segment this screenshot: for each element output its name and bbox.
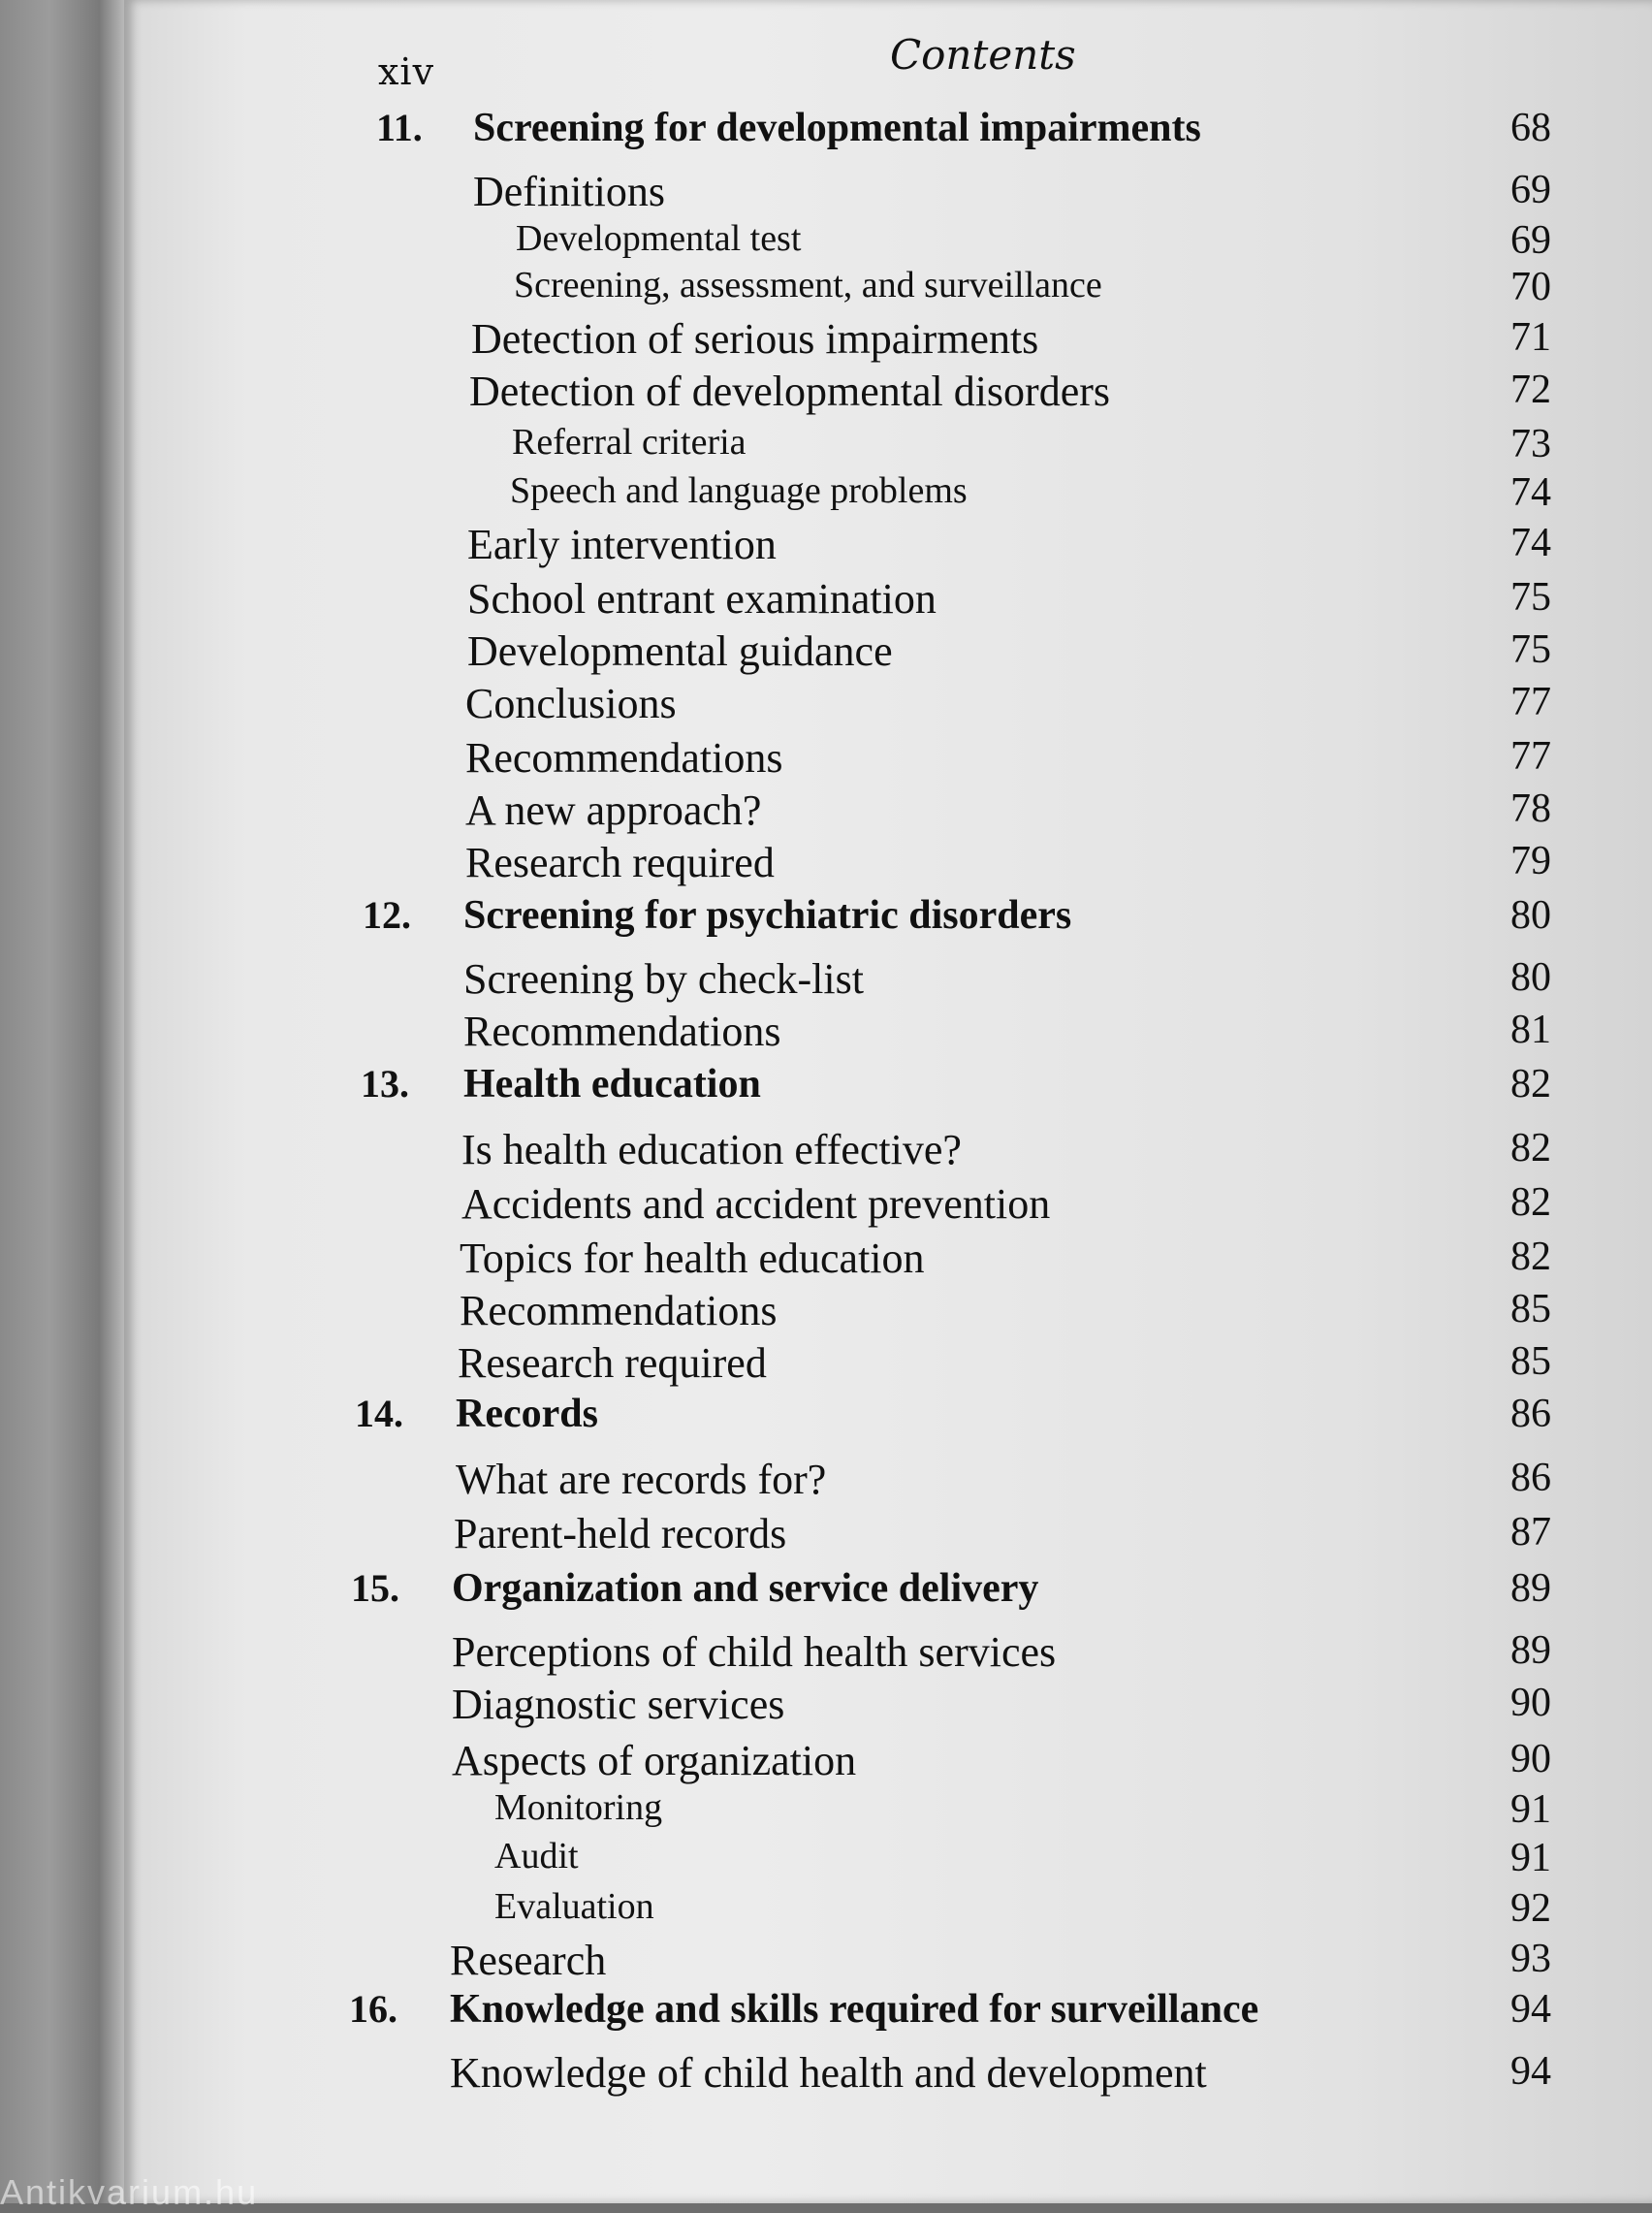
toc-subsection xyxy=(0,1885,1652,1940)
running-title: Contents xyxy=(890,31,1076,79)
watermark: Antikvarium.hu xyxy=(0,2172,259,2212)
page-number: 77 xyxy=(1510,680,1551,724)
toc-chapter-15 xyxy=(0,1565,1652,1620)
page-number: 93 xyxy=(1510,1937,1551,1981)
page-number: 92 xyxy=(1510,1886,1551,1931)
toc-section xyxy=(0,520,1652,574)
page-number: 71 xyxy=(1510,315,1551,360)
subsection-title: Audit xyxy=(494,1836,579,1876)
page-number: 89 xyxy=(1510,1566,1551,1611)
chapter-number: 15. xyxy=(351,1566,399,1610)
page-number: 80 xyxy=(1510,893,1551,938)
section-title: Screening by check-list xyxy=(463,955,864,1003)
toc-subsection xyxy=(0,264,1652,318)
section-title: Aspects of organization xyxy=(452,1737,857,1784)
subsection-title: Developmental test xyxy=(516,218,802,259)
subsection-title: Monitoring xyxy=(494,1787,663,1828)
section-title: What are records for? xyxy=(456,1456,827,1503)
toc-section xyxy=(0,838,1652,892)
page-number: 86 xyxy=(1510,1392,1551,1436)
chapter-title: Screening for developmental impairments xyxy=(473,106,1201,150)
page-number: 86 xyxy=(1510,1456,1551,1500)
toc-subsection xyxy=(0,1786,1652,1841)
section-title: Perceptions of child health services xyxy=(452,1628,1057,1676)
section-title: Research xyxy=(450,1937,607,1984)
section-title: Knowledge of child health and development xyxy=(450,2049,1207,2097)
page-number: 75 xyxy=(1510,627,1551,672)
page-number: 90 xyxy=(1510,1681,1551,1725)
toc-chapter-16 xyxy=(0,1986,1652,2040)
chapter-number: 12. xyxy=(363,893,411,937)
toc-section xyxy=(0,1234,1652,1288)
toc-subsection xyxy=(0,421,1652,475)
toc-section xyxy=(0,314,1652,369)
section-title: Conclusions xyxy=(465,680,677,727)
page-number: 80 xyxy=(1510,955,1551,1000)
page-number: 82 xyxy=(1510,1235,1551,1279)
page-numeral: xiv xyxy=(378,50,435,93)
toc-chapter-12 xyxy=(0,892,1652,946)
toc-chapter-14 xyxy=(0,1391,1652,1445)
page-number: 82 xyxy=(1510,1062,1551,1106)
section-title: Early intervention xyxy=(467,521,777,568)
page-number: 82 xyxy=(1510,1180,1551,1225)
toc-section xyxy=(0,1286,1652,1340)
chapter-number: 11. xyxy=(376,106,423,149)
section-title: Is health education effective? xyxy=(461,1126,962,1173)
toc-section xyxy=(0,1455,1652,1509)
section-title: Recommendations xyxy=(463,1008,781,1055)
toc-chapter-11 xyxy=(0,105,1652,159)
section-title: Research required xyxy=(465,839,775,886)
page-number: 68 xyxy=(1510,106,1551,150)
page-number: 89 xyxy=(1510,1628,1551,1673)
page-number: 91 xyxy=(1510,1787,1551,1832)
toc-section xyxy=(0,733,1652,787)
toc-section xyxy=(0,1936,1652,1990)
section-title: Definitions xyxy=(473,168,665,215)
section-title: Detection of developmental disorders xyxy=(469,368,1111,415)
toc-chapter-13 xyxy=(0,1061,1652,1115)
page-number: 94 xyxy=(1510,1987,1551,2032)
toc-section xyxy=(0,679,1652,733)
toc-subsection xyxy=(0,469,1652,524)
page-number: 94 xyxy=(1510,2049,1551,2094)
subsection-title: Screening, assessment, and surveillance xyxy=(514,265,1102,305)
toc-section xyxy=(0,367,1652,421)
toc-section xyxy=(0,1509,1652,1563)
subsection-title: Referral criteria xyxy=(512,422,747,463)
toc-section xyxy=(0,626,1652,681)
page-number: 69 xyxy=(1510,218,1551,263)
toc-section xyxy=(0,1680,1652,1734)
page-number: 85 xyxy=(1510,1339,1551,1384)
page-number: 91 xyxy=(1510,1836,1551,1880)
toc-subsection xyxy=(0,1835,1652,1889)
section-title: Recommendations xyxy=(465,734,783,782)
page-number: 81 xyxy=(1510,1008,1551,1052)
page-number: 87 xyxy=(1510,1510,1551,1555)
toc-section xyxy=(0,954,1652,1009)
page-number: 90 xyxy=(1510,1737,1551,1781)
subsection-title: Speech and language problems xyxy=(510,470,968,511)
section-title: Accidents and accident prevention xyxy=(461,1180,1051,1228)
page-number: 82 xyxy=(1510,1126,1551,1171)
page-number: 77 xyxy=(1510,734,1551,779)
page-number: 74 xyxy=(1510,521,1551,565)
page-number: 73 xyxy=(1510,422,1551,466)
chapter-title: Knowledge and skills required for surveillance xyxy=(450,1987,1259,2032)
toc-section xyxy=(0,1338,1652,1393)
chapter-title: Organization and service delivery xyxy=(452,1566,1039,1611)
subsection-title: Evaluation xyxy=(494,1886,654,1927)
chapter-number: 13. xyxy=(361,1062,409,1106)
page-number: 79 xyxy=(1510,839,1551,883)
section-title: A new approach? xyxy=(465,786,762,834)
chapter-title: Records xyxy=(456,1392,598,1436)
page-number: 78 xyxy=(1510,786,1551,831)
chapter-title: Screening for psychiatric disorders xyxy=(463,893,1072,938)
page-number: 72 xyxy=(1510,368,1551,412)
section-title: Detection of serious impairments xyxy=(471,315,1039,363)
section-title: Research required xyxy=(458,1339,767,1387)
chapter-number: 14. xyxy=(355,1392,403,1435)
toc-section xyxy=(0,1736,1652,1790)
section-title: School entrant examination xyxy=(467,575,937,623)
page-number: 74 xyxy=(1510,470,1551,515)
section-title: Recommendations xyxy=(460,1287,778,1334)
section-title: Developmental guidance xyxy=(467,627,893,675)
toc-section xyxy=(0,167,1652,221)
toc-section xyxy=(0,574,1652,628)
page-number: 69 xyxy=(1510,168,1551,212)
section-title: Diagnostic services xyxy=(452,1681,785,1728)
toc-section xyxy=(0,1627,1652,1682)
section-title: Topics for health education xyxy=(460,1235,925,1282)
toc-section xyxy=(0,2048,1652,2102)
toc-section xyxy=(0,1125,1652,1179)
chapter-title: Health education xyxy=(463,1062,761,1106)
toc-section xyxy=(0,1007,1652,1061)
section-title: Parent-held records xyxy=(454,1510,787,1557)
page-number: 75 xyxy=(1510,575,1551,620)
toc-section xyxy=(0,1179,1652,1234)
toc-section xyxy=(0,786,1652,840)
page-number: 70 xyxy=(1510,265,1551,309)
page-number: 85 xyxy=(1510,1287,1551,1331)
chapter-number: 16. xyxy=(349,1987,397,2031)
